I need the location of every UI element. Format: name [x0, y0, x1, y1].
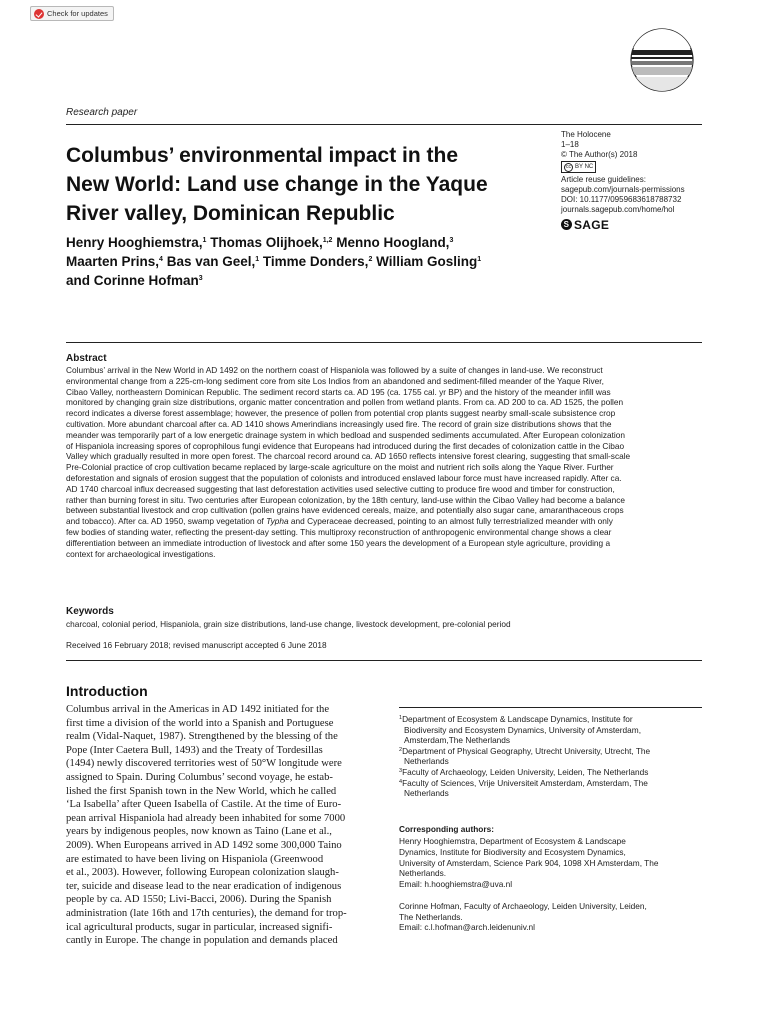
journal-url-link[interactable]: journals.sagepub.com/home/hol: [561, 205, 675, 214]
corresponding-line[interactable]: Email: c.l.hofman@arch.leidenuniv.nl: [399, 922, 536, 933]
affiliation-marker: 4: [159, 256, 163, 263]
affiliation-line: [399, 767, 704, 778]
introduction-heading: Introduction: [66, 683, 148, 699]
affiliation-text: Amsterdam,The Netherlands: [404, 735, 511, 746]
affiliations-rule: [399, 707, 702, 708]
sage-logo: [561, 219, 711, 230]
keywords-text: charcoal, colonial period, Hispaniola, grain size distributions, land-use change, livestock development, pre-colonial period: [66, 619, 511, 629]
abstract-line: rather than burning forest in situ. Two centuries after European colonization, by the 18th century, land-use within the Cibao Valley had become a balance: [66, 494, 625, 505]
author-line: [66, 233, 666, 252]
author-name[interactable]: and Corinne Hofman: [66, 273, 199, 288]
introduction-line: cantly in Europe. The change in population and demands placed: [66, 935, 338, 947]
introduction-body: [66, 703, 370, 948]
introduction-line: ical agricultural products, sugar in particular, increased signifi-: [66, 921, 333, 933]
affiliation-marker: 3: [449, 237, 454, 244]
author-name[interactable]: Thomas Olijhoek,: [206, 235, 323, 250]
cc-license-badge[interactable]: [561, 161, 596, 173]
title-line: Columbus’ environmental impact in the: [66, 144, 459, 167]
affiliation-text: Faculty of Sciences, Vrije Universiteit Amsterdam, Amsterdam, The: [402, 777, 648, 788]
corresponding-line: Netherlands.: [399, 868, 447, 879]
abstract-line: Columbus’ arrival in the New World in AD 1492 on the northern coast of Hispaniola was followed by a suite of changes in land-use. We reconstruct: [66, 365, 603, 375]
abstract-line: Valley which gradually resulted in more open forest. The charcoal record around ca. AD 1650 reflects intensive forest clearing, suggesting that small-scale: [66, 451, 631, 462]
introduction-line: et al., 2003). However, following European colonization slaugh-: [66, 867, 339, 879]
corresponding-line: Corinne Hofman, Faculty of Archaeology, Leiden University, Leiden,: [399, 900, 647, 911]
introduction-line: ‘La Isabella’ after Queen Isabella of Castile. At the time of Euro-: [66, 799, 342, 811]
author-name[interactable]: Menno Hoogland,: [332, 235, 450, 250]
corresponding-line: Dynamics, Institute for Biodiversity and Ecosystem Dynamics,: [399, 846, 626, 857]
check-for-updates-label: Check for updates: [47, 9, 108, 18]
check-icon: [34, 9, 44, 19]
abstract-line: between substantial livestock and crop cultivation (pollen grains have evidenced cereals, maize, and potentially also sugar cane, amaranthaceous crops: [66, 505, 624, 516]
title-line: New World: Land use change in the Yaque: [66, 173, 488, 196]
introduction-line: assigned to Spain. During Columbus’ second voyage, he estab-: [66, 771, 333, 783]
journal-pages: 1–18: [561, 140, 579, 149]
author-name[interactable]: Bas van Geel,: [162, 254, 256, 269]
affiliation-text: Department of Ecosystem & Landscape Dynamics, Institute for: [402, 714, 633, 724]
introduction-line: are estimated to have been living on Hispaniola (Greenwood: [66, 853, 324, 865]
abstract-line: meander was temporarily part of a low energetic drainage system in which bedload and suspended sediments accumulated. After European colonization: [66, 429, 625, 440]
corresponding-line: Henry Hooghiemstra, Department of Ecosystem & Landscape: [399, 836, 626, 846]
received-dates: Received 16 February 2018; revised manuscript accepted 6 June 2018: [66, 640, 327, 650]
introduction-line: first time a division of the world into a Spanish and Portuguese: [66, 717, 334, 729]
author-name[interactable]: Timme Donders,: [259, 254, 369, 269]
journal-logo-icon: [616, 26, 708, 94]
authors-rule: [66, 342, 702, 343]
affiliation-number: 2: [399, 746, 403, 753]
header-rule: [66, 124, 702, 125]
affiliation-line: [399, 735, 704, 746]
affiliation-text: Netherlands: [404, 756, 449, 767]
affiliation-marker: 1: [202, 237, 207, 244]
author-line: [66, 271, 666, 290]
abstract-line: cultivation. More abundant charcoal after ca. AD 1410 shows Amerindians increasingly used fire. The record of grain size distributions shows that the: [66, 418, 612, 429]
corresponding-authors-body: [399, 836, 704, 933]
journal-info: [561, 130, 711, 230]
affiliation-line: [399, 756, 704, 767]
affiliation-line: [399, 714, 704, 725]
affiliation-number: 1: [399, 715, 403, 721]
keywords-heading: Keywords: [66, 606, 114, 617]
corresponding-line: The Netherlands.: [399, 911, 463, 922]
article-type-label: Research paper: [66, 107, 138, 118]
affiliation-text: Department of Physical Geography, Utrecht University, Utrecht, The: [402, 745, 651, 756]
cc-label: BY NC: [575, 164, 594, 170]
spacer: [399, 890, 704, 901]
taxon-name: Typha: [266, 516, 289, 527]
doi-text[interactable]: DOI: 10.1177/0959683618788732: [561, 195, 682, 204]
publisher-name: SAGE: [574, 217, 610, 232]
affiliation-marker: 1: [255, 256, 260, 263]
keywords-rule: [66, 660, 702, 661]
abstract-line: few bodies of standing water, reflecting the present-day setting. This multiproxy reconstruction of anthropogenic environmental change shows a clear: [66, 526, 612, 537]
introduction-line: pean arrival Hispaniola had already been inhabited for some 7000: [66, 812, 346, 824]
title-line: River valley, Dominican Republic: [66, 202, 395, 225]
corresponding-line: University of Amsterdam, Science Park 904, 1098 XH Amsterdam, The: [399, 857, 659, 868]
corresponding-line[interactable]: Email: h.hooghiemstra@uva.nl: [399, 879, 513, 890]
introduction-line: administration (late 16th and 17th centuries), the demand for trop-: [66, 907, 347, 919]
affiliation-text: Biodiversity and Ecosystem Dynamics, University of Amsterdam,: [404, 724, 641, 735]
author-name[interactable]: Henry Hooghiemstra,: [66, 235, 203, 250]
author-list: [66, 233, 666, 290]
abstract-line: differentiation between an immediate introduction of livestock and after some 150 years the development of a European style agriculture, providing a: [66, 537, 611, 548]
affiliation-line: [399, 778, 704, 789]
abstract-line: Pre-Colonial practice of crop cultivation became replaced by large-scale agriculture on the moist and nutrient rich soils along the Yaque River. Further: [66, 462, 614, 473]
reuse-guidelines-label: Article reuse guidelines:: [561, 175, 646, 184]
abstract-line: AD 1740 charcoal influx decreased suggesting that last deforestation activities used selective cutting to produce fire wood and timber for construction,: [66, 483, 615, 494]
abstract-line: and tobacco). After ca. AD 1950, swamp vegetation of Typha and Cyperaceae decreased, pointing to an almost fully terrestrialized meander with only: [66, 516, 613, 527]
introduction-line: realm (Vidal-Naquet, 1987). Strengthened by the blessing of the: [66, 731, 338, 743]
corresponding-authors-heading: Corresponding authors:: [399, 824, 494, 834]
check-for-updates-button[interactable]: [30, 6, 114, 21]
abstract-line: record indicates a diverse forest assemblage; however, the presence of pollen from potential crop plants suggest nearby small-scale subsistence crop: [66, 408, 616, 419]
permissions-link[interactable]: sagepub.com/journals-permissions: [561, 185, 685, 194]
affiliation-number: 4: [399, 778, 403, 785]
affiliation-line: [399, 725, 704, 736]
introduction-line: years by indigenous peoples, now known as Taino (Lane et al.,: [66, 826, 332, 838]
sage-icon: S: [561, 219, 572, 230]
affiliation-text: Netherlands: [404, 788, 449, 799]
affiliation-line: [399, 746, 704, 757]
introduction-line: people by ca. AD 1550; Livi-Bacci, 2006). During the Spanish: [66, 894, 332, 906]
abstract-line: monitored by changing grain size distributions, organic matter concentration and pollen from wetland plants. From ca. AD 200 to ca. AD 1525, the pollen: [66, 397, 624, 408]
introduction-line: 2009). When Europeans arrived in AD 1492 some 300,000 Taino: [66, 839, 342, 851]
introduction-line: Pope (Inter Caetera Bull, 1493) and the Treaty of Tordesillas: [66, 744, 323, 756]
journal-name: The Holocene: [561, 130, 611, 139]
article-title: [66, 141, 546, 228]
affiliation-number: 3: [399, 767, 403, 774]
affiliation-line: [399, 788, 704, 799]
affiliation-text: Faculty of Archaeology, Leiden University, Leiden, The Netherlands: [402, 766, 649, 777]
affiliation-marker: 3: [198, 275, 203, 282]
introduction-line: (1494) newly discovered territories west of 50°W longitude were: [66, 758, 342, 770]
affiliation-marker: 1: [477, 256, 482, 263]
affiliation-marker: 1,2: [322, 237, 333, 244]
author-line: [66, 252, 666, 271]
introduction-line: Columbus arrival in the Americas in AD 1492 initiated for the: [66, 704, 330, 715]
introduction-line: lished the first Spanish town in the New World, which he called: [66, 785, 337, 797]
abstract-body: [66, 365, 702, 559]
cc-icon: cc: [566, 163, 571, 170]
abstract-line: context for archaeological investigations.: [66, 548, 216, 559]
abstract-line: environmental change from a 225-cm-long sediment core from site Los Indios from an abandoned and sediment-filled meander of the Yaque River,: [66, 375, 604, 386]
abstract-line: deforestation and signals of erosion suggest that the population of colonists and introduced enslaved labour force must have increased rapidly. After ca.: [66, 472, 622, 483]
abstract-line: Cibao Valley, northeastern Dominican Republic. The sediment record starts ca. AD 195 (ca. 1755 cal. yr BP) and the history of the meander infill was: [66, 386, 611, 397]
abstract-line: of Hispaniola increasing spores of coprophilous fungi evidence that Europeans had introduced during the first decades of colonization cattle in the Cibao: [66, 440, 625, 451]
affiliation-marker: 2: [368, 256, 373, 263]
introduction-line: ter, suicide and disease lead to the near eradication of indigenous: [66, 880, 342, 892]
abstract-heading: Abstract: [66, 353, 107, 364]
journal-copyright: © The Author(s) 2018: [561, 150, 638, 159]
affiliations: [399, 714, 704, 799]
author-name[interactable]: Maarten Prins,: [66, 254, 160, 269]
author-name[interactable]: William Gosling: [372, 254, 478, 269]
